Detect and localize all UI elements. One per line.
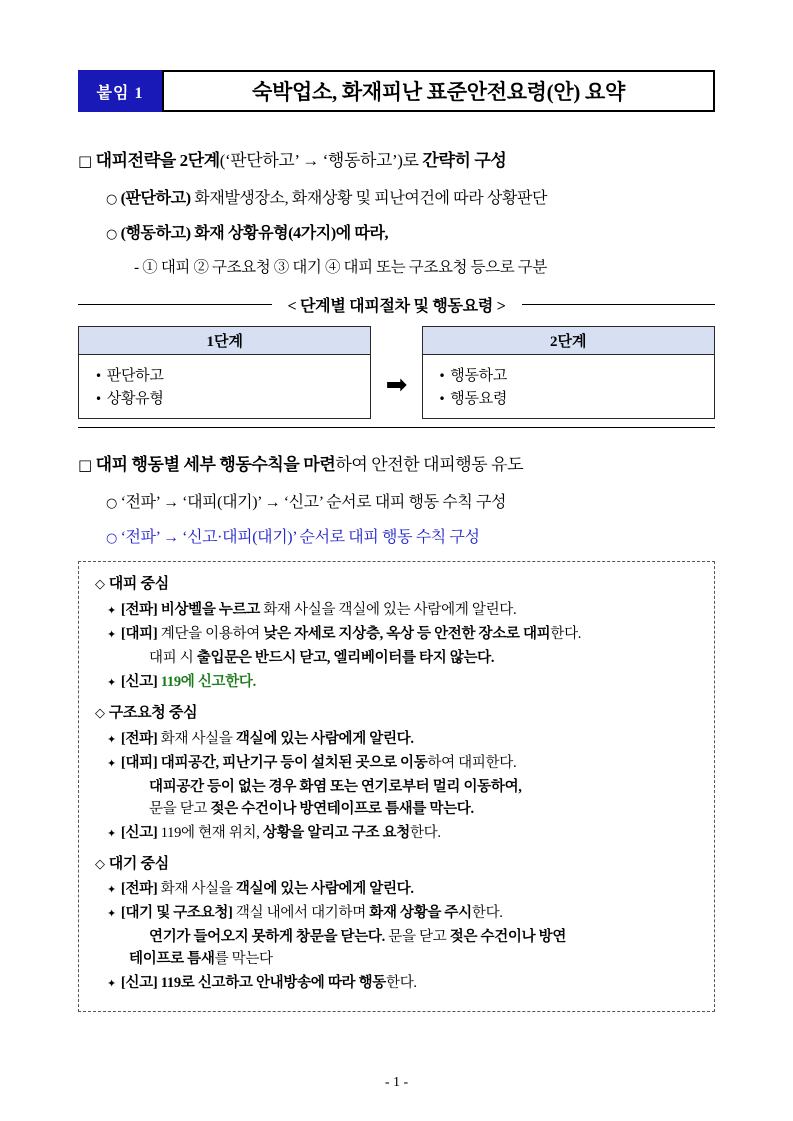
section-2-thin: 하여 안전한 대피행동 유도 [335,455,524,474]
list-item [107,823,700,844]
item-bold-text: 객실에 있는 사람에게 알린다. [235,881,414,898]
section-1-heading [78,146,715,171]
stage-2-header: 2단계 [422,326,715,355]
item-bold-text: 객실에 있는 사람에게 알린다. [235,730,414,747]
item-label: [신고] [120,673,158,690]
bullet-judge-label: (판단하고) [120,190,191,207]
list-item [107,624,700,645]
dash-marker-icon: - [134,259,139,276]
section-1-thin: (‘판단하고’ → ‘행동하고’)로 [219,151,419,170]
group-0-title-label: 대피 중심 [108,576,169,592]
stage-2-body [422,355,715,419]
page-footer [0,1075,793,1091]
item-plain-text: 화재 사실을 [157,881,236,898]
group-title-rescue-request [95,703,700,725]
item-bold-text: 상황을 알리고 구조 요청 [262,824,410,841]
item-continuation-plain: 문을 닫고 [149,800,211,817]
stage-1 [78,326,371,419]
item-bold-text: 119로 신고하고 안내방송에 따라 행동 [157,975,386,992]
item-continuation-bold: 연기가 들어오지 못하게 창문을 닫는다. [149,929,385,946]
item-plain-text: 객실 내에서 대기하며 [232,905,370,922]
square-marker-icon: □ [78,456,92,474]
stage-arrow [371,326,421,419]
section-1-bold-a: 대피전략을 2단계 [95,151,220,170]
item-label: [신고] [120,975,158,992]
dot-icon: • [95,392,102,406]
list-item [107,672,700,693]
item-plain-tail: 하여 대피한다. [427,754,517,771]
bullet-judge-text: 화재발생장소, 화재상황 및 피난여건에 따라 상황판단 [194,190,548,207]
stage-2-item-0 [439,364,698,385]
small-dot-icon: ✦ [107,826,116,840]
circle-marker-icon: ○ [106,192,117,207]
item-label: [전파] [120,881,158,898]
dot-icon: • [95,369,102,383]
small-dot-icon: ✦ [107,977,116,991]
item-continuation [149,927,700,948]
item-label: [전파] [120,601,158,618]
item-plain-tail: 한다. [409,824,441,841]
bullet-act-sub-text: ① 대피 ② 구조요청 ③ 대기 ④ 대피 또는 구조요청 등으로 구분 [142,259,547,276]
rule-left [78,304,272,305]
stage-1-body [78,355,371,419]
item-continuation-bold-2: 젖은 수건이나 방연 [449,929,567,946]
item-label: [신고] [120,824,158,841]
small-dot-icon: ✦ [107,603,116,617]
stage-1-item-1 [95,387,354,408]
item-green-text: 119에 신고한다. [160,673,256,690]
arrow-right-icon: ➡ [385,369,408,400]
action-rules-box [78,561,715,1012]
square-marker-icon: □ [78,152,92,170]
circle-marker-icon: ○ [106,496,117,511]
small-dot-icon: ✦ [107,883,116,897]
stage-1-item-1-label: 상황유형 [106,391,164,407]
attachment-tag: 붙임 1 [78,70,162,112]
page-title: 숙박업소, 화재피난 표준안전요령(안) 요약 [162,70,715,112]
bullet-act [106,220,715,243]
stage-diagram-title: < 단계별 대피절차 및 행동요령 > [287,298,506,315]
item-continuation-bold: 테이프로 틈새 [129,951,215,968]
group-title-evacuation [95,574,700,596]
item-continuation-bold: 출입문은 반드시 닫고, 엘리베이터를 타지 않는다. [196,649,495,666]
item-continuation-plain: 를 막는다 [214,951,273,968]
item-continuation [129,949,700,970]
item-bold-text: 대피공간, 피난기구 등이 설치된 곳으로 이동 [157,754,428,771]
stage-1-item-0-label: 판단하고 [106,368,164,384]
item-plain-tail: 한다. [385,975,417,992]
list-item [107,903,700,924]
stage-1-item-0 [95,364,354,385]
document-header [78,70,715,112]
list-item [107,879,700,900]
item-continuation [149,777,700,798]
item-bold-text: 화재 상황을 주시 [369,905,472,922]
small-dot-icon: ✦ [107,732,116,746]
section-2-line-1 [106,489,715,512]
bullet-act-sub [134,255,715,277]
diagram-underline [78,427,715,428]
stage-diagram-title-row [78,293,715,316]
stage-diagram [78,293,715,428]
rule-right [522,304,716,305]
list-item [107,753,700,774]
group-2-title-label: 대기 중심 [108,855,169,872]
item-continuation-bold: 젖은 수건이나 방연테이프로 틈새를 막는다. [210,800,474,817]
item-continuation: 대피 시 출입문은 반드시 닫고, 엘리베이터를 타지 않는다. [149,649,495,666]
list-item [107,973,700,994]
item-plain-tail: 한다. [471,905,503,922]
item-plain-text: 119에 현재 위치, [157,824,263,841]
item-bold-text: 낮은 자세로 지상층, 옥상 등 안전한 장소로 대피 [263,625,551,642]
section-1-bold-b: 간략히 구성 [422,151,507,170]
stage-2-item-0-label: 행동하고 [450,368,508,384]
circle-marker-icon: ○ [106,531,117,546]
item-label: [전파] [120,730,158,747]
bullet-act-label: (행동하고) 화재 상황유형(4가지)에 따라, [120,225,389,242]
item-label: [대기 및 구조요청] [120,905,233,922]
item-plain-tail: 한다. [550,625,582,642]
item-plain-text: 계단을 이용하여 [157,625,264,642]
small-dot-icon: ✦ [107,627,116,641]
page-number: - 1 - [384,1075,409,1090]
circle-marker-icon: ○ [106,227,117,242]
stage-2 [422,326,715,419]
section-2-heading [78,450,715,475]
list-item [107,600,700,621]
item-label: [대피] [120,754,158,771]
diamond-icon: ◇ [95,705,105,721]
group-1-title-label: 구조요청 중심 [108,704,198,721]
small-dot-icon: ✦ [107,907,116,921]
stage-2-item-1 [439,387,698,408]
small-dot-icon: ✦ [107,675,116,689]
section-2-line-2-text: ‘전파’ → ‘신고·대피(대기)’ 순서로 대피 행동 수칙 구성 [120,529,480,546]
small-dot-icon: ✦ [107,756,116,770]
stage-2-item-1-label: 행동요령 [450,391,508,407]
list-item [107,729,700,750]
item-continuation-plain: 문을 닫고 [384,929,450,946]
section-2-bold: 대피 행동별 세부 행동수칙을 마련 [95,455,336,474]
section-2-line-1-text: ‘전파’ → ‘대피(대기)’ → ‘신고’ 순서로 대피 행동 수칙 구성 [120,494,507,511]
item-continuation-bold: 대피공간 등이 없는 경우 화염 또는 연기로부터 멀리 이동하여, [149,778,522,795]
dot-icon: • [438,392,446,406]
dot-icon: • [438,369,446,383]
stage-columns [78,326,715,419]
diamond-icon: ◇ [95,856,105,872]
bullet-judge [106,185,715,208]
diamond-icon: ◇ [95,577,105,592]
item-plain-text: 화재 사실을 객실에 있는 사람에게 알린다. [260,601,517,618]
group-title-standby [95,854,700,876]
item-continuation [149,799,700,820]
item-bold-text: 비상벨을 누르고 [160,601,261,618]
item-plain-text: 화재 사실을 [157,730,236,747]
item-label: [대피] [120,625,158,642]
stage-1-header: 1단계 [78,326,371,355]
section-2-line-2 [106,524,715,547]
